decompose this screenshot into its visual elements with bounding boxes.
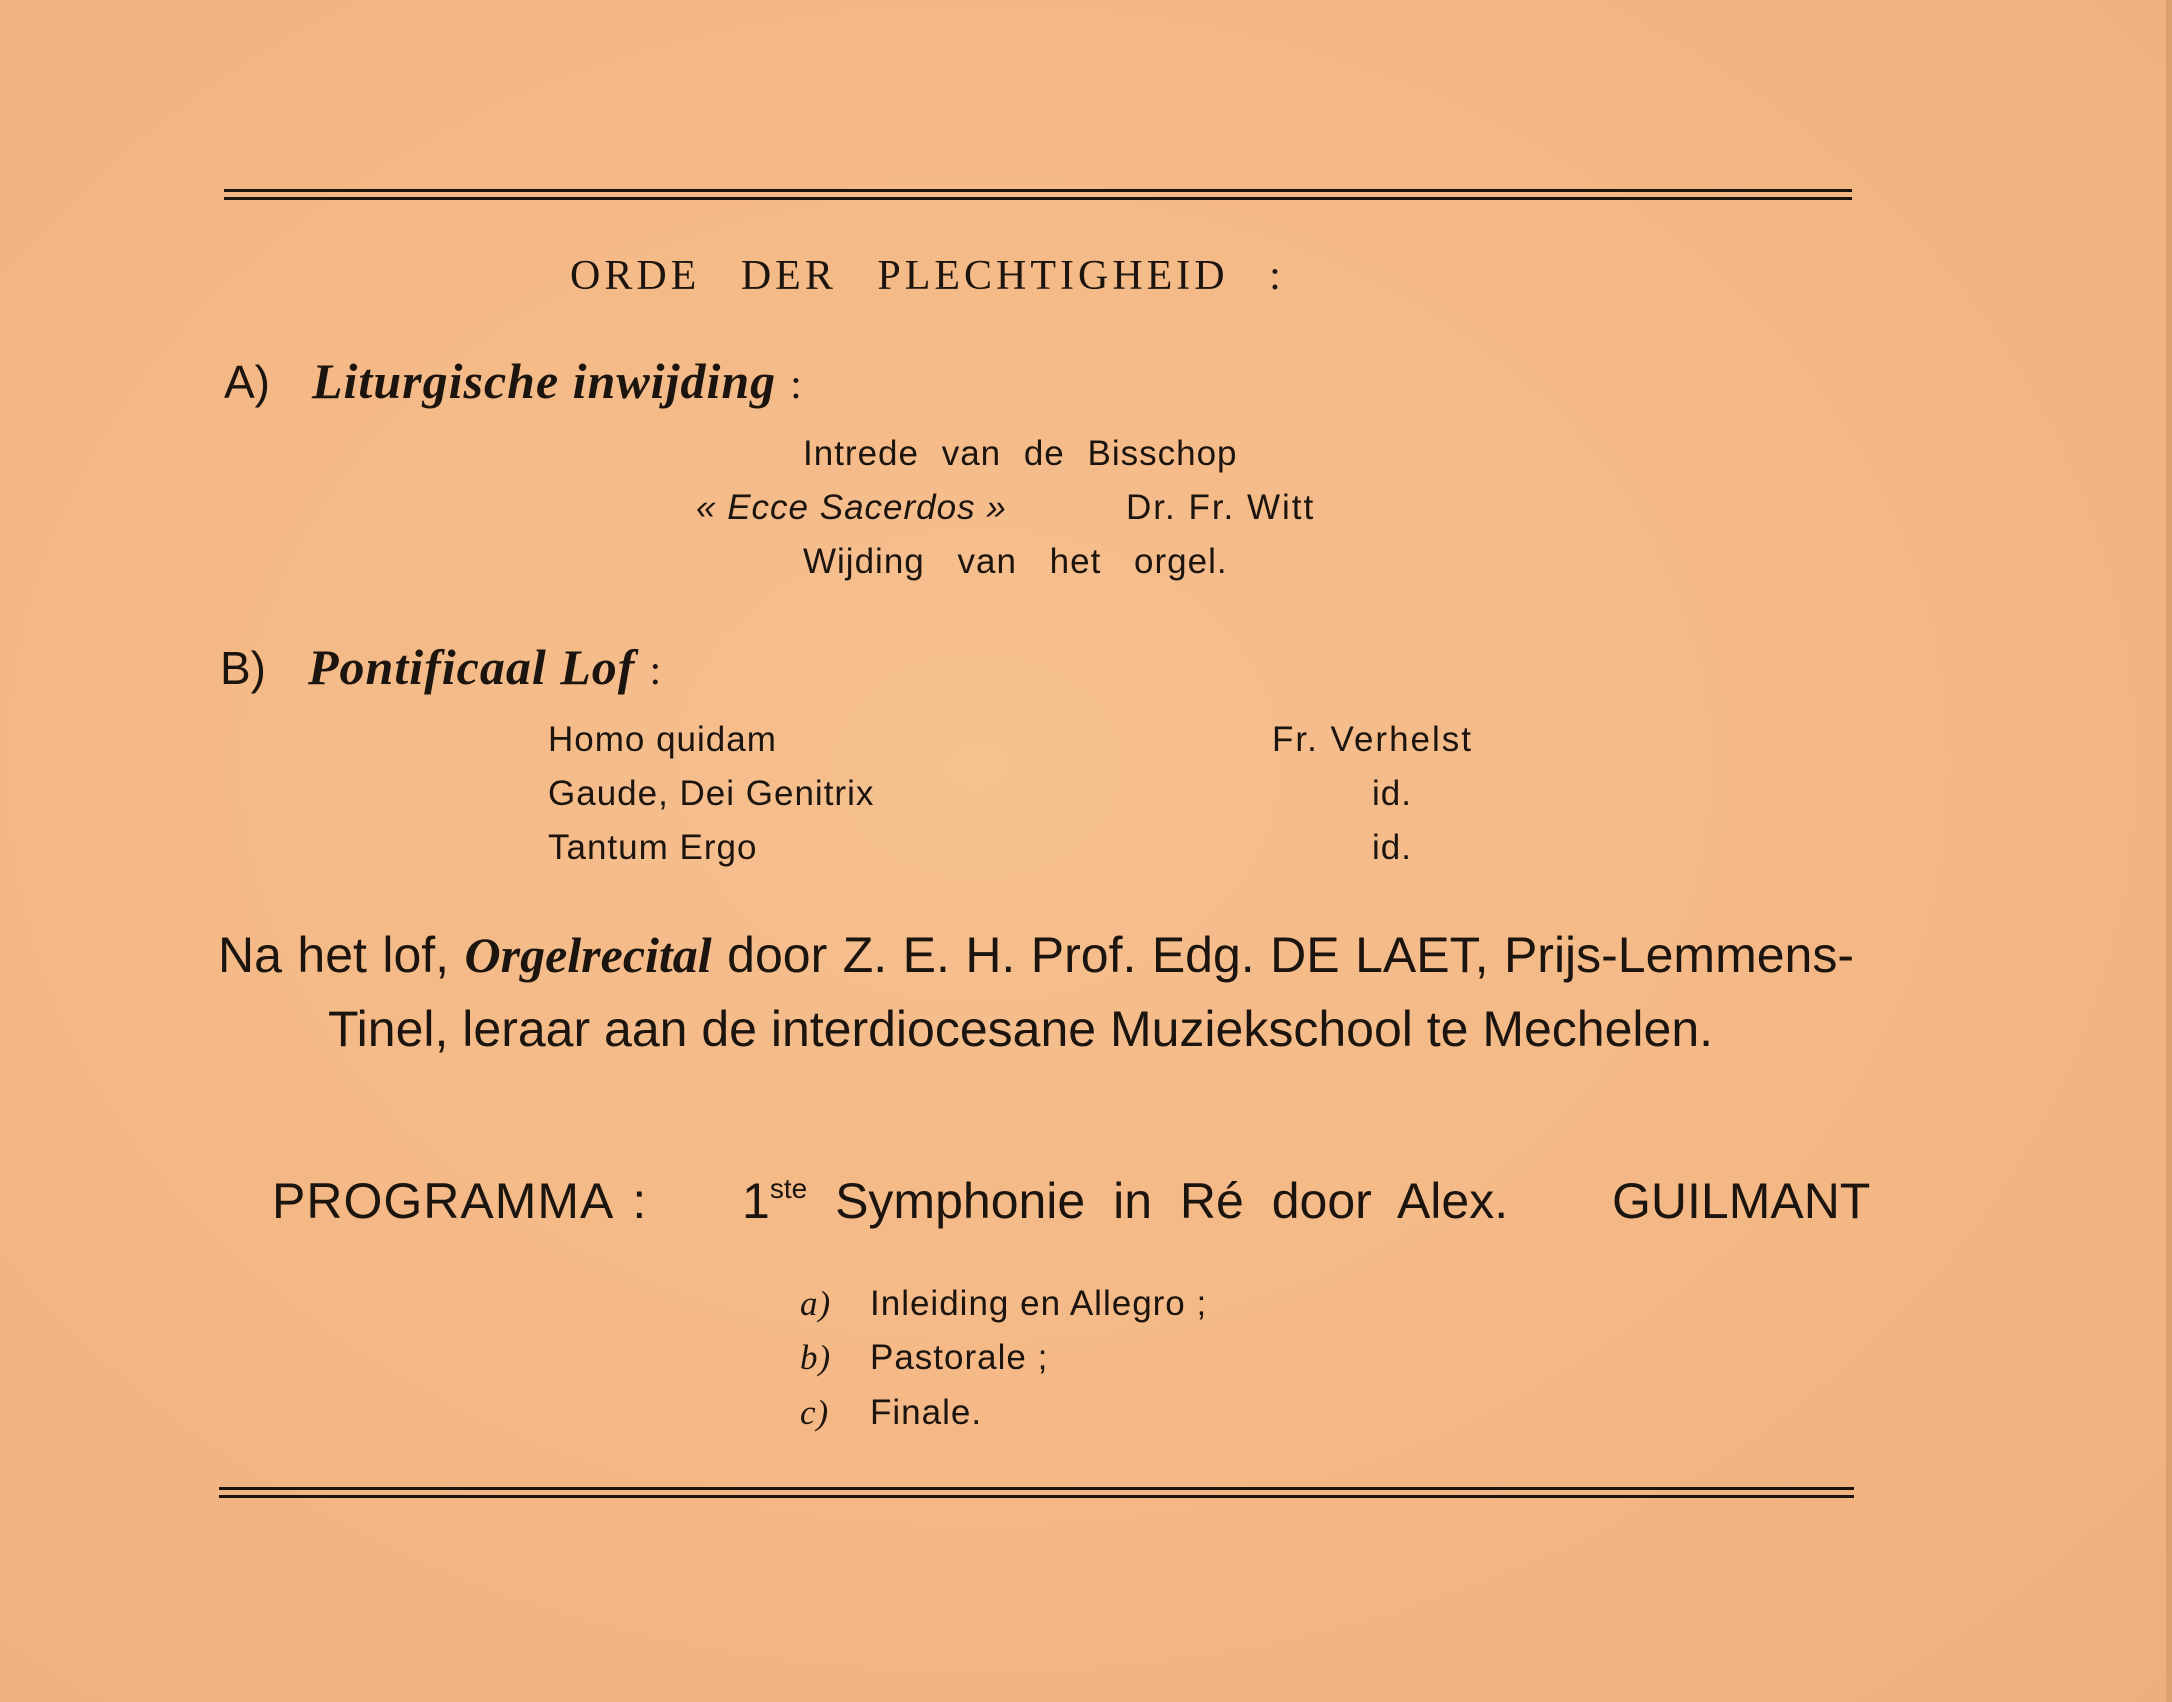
recital-gothic-word: Orgelrecital [464, 927, 712, 983]
section-a-item-ecce [696, 488, 1316, 528]
section-a-colon: : [790, 362, 802, 408]
movement-title: Inleiding en Allegro ; [870, 1284, 1208, 1323]
section-b-work-3: Tantum Ergo [548, 828, 758, 867]
page-title: ORDE DER PLECHTIGHEID : [570, 253, 1285, 299]
programma-colon: : [632, 1173, 647, 1229]
recital-details: door Z. E. H. Prof. Edg. DE LAET, Prijs-Lemmens-Tinel, leraar aan de interdiocesane Muziekschool te Mechelen. [328, 927, 1854, 1057]
programma-work-title: Symphonie in Ré door Alex. [835, 1173, 1509, 1229]
programma-line [272, 1172, 1871, 1230]
recital-intro: Na het lof, [218, 927, 450, 983]
section-b-composer-1: Fr. Verhelst [1272, 720, 1474, 759]
section-a-heading [224, 352, 802, 410]
section-b-composer-2: id. [1372, 774, 1412, 813]
programma-ordinal-suffix: ste [769, 1173, 808, 1204]
movement-title: Pastorale ; [870, 1338, 1049, 1377]
section-b-letter: B) [220, 642, 266, 694]
top-double-rule [224, 189, 1852, 200]
card-edge [2166, 0, 2172, 1702]
movement-title: Finale. [870, 1393, 983, 1432]
section-b-work-2: Gaude, Dei Genitrix [548, 774, 875, 813]
movement-item [800, 1338, 1048, 1378]
section-a-title: Liturgische inwijding [312, 353, 777, 409]
section-b-heading [220, 638, 661, 696]
bottom-double-rule [219, 1487, 1854, 1498]
movement-letter: a) [800, 1284, 832, 1323]
section-a-letter: A) [224, 356, 270, 408]
section-b-work-1: Homo quidam [548, 720, 777, 759]
section-a-item-consecration: Wijding van het orgel. [803, 542, 1228, 581]
section-a-item-composer: Dr. Fr. Witt [1126, 488, 1316, 527]
programma-label: PROGRAMMA [272, 1173, 615, 1229]
movement-letter: c) [800, 1393, 830, 1432]
section-b-composer-3: id. [1372, 828, 1412, 867]
recital-paragraph [218, 918, 1854, 1066]
section-b-colon: : [649, 648, 662, 694]
section-b-title: Pontificaal Lof [308, 639, 636, 695]
movement-item [800, 1284, 1207, 1324]
movement-item [800, 1393, 982, 1433]
movement-letter: b) [800, 1338, 832, 1377]
programma-ordinal: 1 [742, 1173, 770, 1229]
programma-composer: GUILMANT [1612, 1173, 1871, 1229]
section-a-item-work: « Ecce Sacerdos » [696, 488, 1007, 527]
programma-work [742, 1172, 1508, 1230]
section-a-item-entrance: Intrede van de Bisschop [803, 434, 1238, 473]
